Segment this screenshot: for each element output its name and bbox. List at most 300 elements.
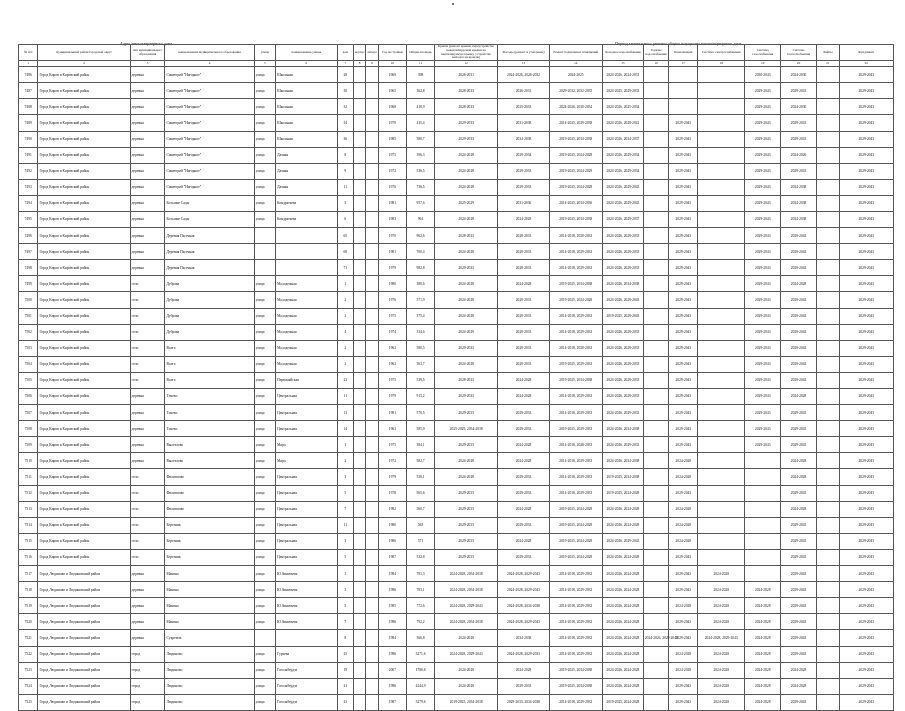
table-row [19, 340, 894, 356]
table-cell: 2019-2025, 2024-2028 [549, 292, 602, 308]
table-cell [817, 179, 840, 195]
table-cell: 2029-2043 [839, 276, 893, 292]
table-cell: 2029-2043 [669, 437, 698, 453]
table-cell: 7520 [19, 614, 38, 630]
table-cell: 19 [337, 662, 353, 678]
table-cell: 2014-2018, 2028-2033 [549, 228, 602, 244]
table-cell: 2029-2033 [498, 244, 549, 260]
table-cell: 3 [337, 308, 353, 324]
table-cell: 2029-2043 [669, 421, 698, 437]
table-cell [366, 694, 378, 710]
table-cell: 7498 [19, 260, 38, 276]
table-cell: 7509 [19, 437, 38, 453]
table-cell: 2 [337, 340, 353, 356]
table-cell: Молодежная [276, 340, 337, 356]
column-header: Система газоснабжения [745, 45, 781, 61]
column-header: Система электроснабжения [698, 45, 745, 61]
table-cell: Манино [165, 566, 254, 582]
column-number: 3 [130, 61, 165, 67]
table-cell: Город Людиново и Людиновский район [38, 662, 130, 678]
table-cell: Город Киров и Кировский район [38, 549, 130, 565]
table-cell: улица [254, 276, 276, 292]
table-cell: 14 [337, 421, 353, 437]
table-cell: 2029-2043 [839, 308, 893, 324]
table-cell: город [130, 662, 165, 678]
table-cell: Город Людиново и Людиновский район [38, 678, 130, 694]
table-row [19, 646, 894, 662]
table-cell [276, 244, 337, 260]
column-number: 18 [698, 61, 745, 67]
table-cell [817, 195, 840, 211]
table-cell [366, 517, 378, 533]
table-cell [817, 324, 840, 340]
table-cell: 961 [407, 211, 435, 227]
table-cell: 2024-2026, 2024-2028 [602, 582, 643, 598]
table-cell: 2029-2043 [745, 163, 781, 179]
table-row [19, 211, 894, 227]
table-cell: 2029-2043 [839, 630, 893, 646]
table-cell: 2029-2043 [781, 566, 817, 582]
table-cell: улица [254, 372, 276, 388]
table-cell: Город Людиново и Людиновский район [38, 582, 130, 598]
table-cell [366, 389, 378, 405]
table-cell: 2029-2043 [745, 147, 781, 163]
table-cell: Город Киров и Кировский район [38, 421, 130, 437]
table-row [19, 678, 894, 694]
table-cell [353, 276, 365, 292]
table-row [19, 533, 894, 549]
table-cell [353, 453, 365, 469]
table-cell: 7487 [19, 83, 38, 99]
table-cell [643, 179, 669, 195]
table-cell: улица [254, 99, 276, 115]
table-cell: 2029-2043 [839, 405, 893, 421]
table-cell: 2014-2018, 2029-2033 [549, 646, 602, 662]
table-cell: Город Киров и Кировский район [38, 437, 130, 453]
table-cell [643, 276, 669, 292]
table-cell [366, 582, 378, 598]
table-cell: 2 [337, 292, 353, 308]
table-cell [817, 147, 840, 163]
table-cell: 2024-2026, 2034-2038 [602, 421, 643, 437]
table-cell: 2029-2043 [669, 276, 698, 292]
table-row [19, 662, 894, 678]
table-cell: 2024-2028 [434, 211, 498, 227]
table-row [19, 598, 894, 614]
table-cell: 2024-2028, 2034-2038 [434, 566, 498, 582]
table-cell: Вылезлово [165, 453, 254, 469]
table-cell: 2029-2043 [745, 195, 781, 211]
table-row [19, 195, 894, 211]
table-cell [643, 211, 669, 227]
table-cell [366, 678, 378, 694]
table-cell: 4244,9 [407, 678, 435, 694]
table-cell: 2024-2026, 2029-2043 [602, 292, 643, 308]
table-cell: 2014-2018, 2029-2033 [549, 260, 602, 276]
table-cell: деревня [130, 163, 165, 179]
table-cell: Манино [165, 614, 254, 630]
table-cell [366, 99, 378, 115]
column-header: улица [254, 45, 276, 61]
table-cell: 5 [337, 195, 353, 211]
table-cell: 2029-2043 [669, 292, 698, 308]
table-cell [366, 501, 378, 517]
table-cell: 2024-2028 [698, 566, 745, 582]
table-cell: 1987 [378, 694, 407, 710]
table-cell [817, 437, 840, 453]
table-cell [366, 566, 378, 582]
table-cell: 7500 [19, 292, 38, 308]
table-cell: 781,3 [407, 566, 435, 582]
table-cell: 2024-2028 [698, 646, 745, 662]
table-cell [817, 517, 840, 533]
table-cell: 2030-2043 [745, 67, 781, 83]
table-cell: улица [254, 678, 276, 694]
column-number: 20 [781, 61, 817, 67]
table-row [19, 163, 894, 179]
table-cell: Город Людиново и Людиновский район [38, 598, 130, 614]
table-cell: Центральная [276, 469, 337, 485]
table-row [19, 115, 894, 131]
column-number: 15 [602, 61, 643, 67]
table-cell: Город Киров и Кировский район [38, 276, 130, 292]
table-cell: Гогольбердзе [276, 678, 337, 694]
table-cell [353, 228, 365, 244]
table-cell: Волга [165, 372, 254, 388]
table-cell: 7510 [19, 453, 38, 469]
table-cell: 563,7 [407, 356, 435, 372]
table-cell: село [130, 324, 165, 340]
table-cell: 2024-2029 [434, 324, 498, 340]
table-cell: Санаторий "Нагорное" [165, 179, 254, 195]
table-cell: 1981 [378, 405, 407, 421]
table-cell: 2019-2025, 2034-2038 [549, 211, 602, 227]
table-cell: 7515 [19, 533, 38, 549]
table-cell [817, 276, 840, 292]
table-cell: 2024-2026, 2025-2034 [602, 99, 643, 115]
table-cell: 6 [337, 211, 353, 227]
table-cell: Большие Сады [165, 195, 254, 211]
table-cell: Город Людиново и Людиновский район [38, 646, 130, 662]
table-cell: 2024-2028 [781, 453, 817, 469]
table-cell: 2024-2028 [745, 678, 781, 694]
table-cell: 1984 [378, 566, 407, 582]
table-cell: 2024-2028 [498, 437, 549, 453]
table-cell [366, 211, 378, 227]
table-cell: 2029-2043 [781, 630, 817, 646]
table-cell: Центральная [276, 405, 337, 421]
table-cell: 2014-2018, 2029-2033 [549, 614, 602, 630]
table-cell [698, 469, 745, 485]
table-cell: Дубрава [165, 308, 254, 324]
table-cell: 2029-2043 [839, 115, 893, 131]
table-cell [643, 372, 669, 388]
table-cell: деревня [130, 147, 165, 163]
table-cell [366, 179, 378, 195]
table-cell: Город Киров и Кировский район [38, 115, 130, 131]
table-cell [254, 260, 276, 276]
table-cell: 2014-2018, 2029-2033 [549, 598, 602, 614]
table-cell: улица [254, 421, 276, 437]
column-header: Общая площадь [407, 45, 435, 61]
table-cell: Ю.Зиновьева [276, 582, 337, 598]
table-cell [817, 405, 840, 421]
table-cell: Молодежная [276, 276, 337, 292]
table-cell: 2026-2031 [498, 83, 549, 99]
table-cell: 7523 [19, 662, 38, 678]
table-cell: 792,2 [407, 614, 435, 630]
table-cell [698, 421, 745, 437]
table-cell: 2029-2043 [669, 582, 698, 598]
table-cell: 7486 [19, 67, 38, 83]
table-cell: 34 [337, 115, 353, 131]
table-cell: улица [254, 598, 276, 614]
table-cell [353, 211, 365, 227]
table-cell: Тичево [165, 421, 254, 437]
table-cell [817, 244, 840, 260]
table-cell: 2024-2026, 2024-2028 [602, 614, 643, 630]
table-cell: 2024-2028, 2029-2043 [498, 566, 549, 582]
table-row [19, 244, 894, 260]
table-cell: 2024-2026, 2034-2038 [602, 276, 643, 292]
table-cell [353, 115, 365, 131]
table-cell: 2019-2025, 2024-2028 [549, 179, 602, 195]
table-cell: 8 [337, 630, 353, 646]
table-cell: 2026-2031 [434, 67, 498, 83]
table-cell: 2024-2028 [434, 678, 498, 694]
table-cell: 2029-2043 [781, 292, 817, 308]
table-cell: 566,8 [407, 630, 435, 646]
table-cell: Санаторий "Нагорное" [165, 67, 254, 83]
table-cell: 2014-2025, 2034-2036 [549, 195, 602, 211]
table-cell: 5 [337, 485, 353, 501]
table-cell: 2029-2043 [669, 147, 698, 163]
table-cell [698, 211, 745, 227]
table-cell: 2029-2043 [839, 99, 893, 115]
column-header: Горячее водоснабжение [643, 45, 669, 61]
table-cell: 2034-2038 [781, 179, 817, 195]
table-cell: 2029-2043 [839, 501, 893, 517]
table-cell [817, 372, 840, 388]
table-cell: 2029-2043 [839, 598, 893, 614]
table-cell: 2029-2043 [781, 614, 817, 630]
table-cell [353, 389, 365, 405]
table-cell: 3271,6 [407, 646, 435, 662]
table-cell: 2029-2043 [745, 211, 781, 227]
table-cell: 2028-2033 [434, 228, 498, 244]
table-cell: 2029-2043 [669, 356, 698, 372]
table-cell: 7 [337, 501, 353, 517]
table-cell [698, 115, 745, 131]
table-cell: 2024-2028 [434, 163, 498, 179]
table-cell: 2024-2030 [781, 99, 817, 115]
table-cell: 23 [337, 694, 353, 710]
table-cell: улица [254, 614, 276, 630]
table-cell: 2029-2043 [839, 292, 893, 308]
table-cell [643, 598, 669, 614]
table-cell [366, 292, 378, 308]
table-cell: 7513 [19, 501, 38, 517]
table-cell [366, 646, 378, 662]
table-row [19, 99, 894, 115]
table-cell: 2025-2033 [498, 99, 549, 115]
table-cell: 1965 [378, 83, 407, 99]
table-cell: 2014-2025, 2029-2038 [549, 115, 602, 131]
table-cell: 2029-2033 [434, 437, 498, 453]
table-cell: улица [254, 453, 276, 469]
table-cell: 7512 [19, 485, 38, 501]
table-cell: 7511 [19, 469, 38, 485]
table-cell [643, 469, 669, 485]
column-number: 21 [817, 61, 840, 67]
table-cell: 7518 [19, 582, 38, 598]
table-cell [643, 115, 669, 131]
table-row [19, 630, 894, 646]
table-cell: 7506 [19, 389, 38, 405]
table-cell: Город Киров и Кировский район [38, 211, 130, 227]
table-cell: 2029-2033 [434, 485, 498, 501]
table-cell: 2014-2018, 2028-2033 [549, 340, 602, 356]
table-cell [817, 260, 840, 276]
table-cell: 2024-2026, 2029-2043 [602, 179, 643, 195]
table-cell: 2024-2025, 2029-2033 [602, 83, 643, 99]
table-cell: деревня [130, 195, 165, 211]
table-cell: 2029-2043 [745, 292, 781, 308]
table-cell [817, 469, 840, 485]
table-cell: 2024-2028 [745, 582, 781, 598]
table-cell: 2024-2028 [434, 662, 498, 678]
table-cell: 2024-2026, 2029-2043 [602, 533, 643, 549]
table-cell: 1786,8 [407, 662, 435, 678]
table-cell [698, 131, 745, 147]
table-cell [745, 469, 781, 485]
table-cell [366, 485, 378, 501]
table-cell: 2014-2018, 2029-2033 [549, 485, 602, 501]
table-cell [643, 614, 669, 630]
column-header: дом [337, 45, 353, 61]
table-cell: 2029-2032, 2032-2035 [549, 83, 602, 99]
table-cell [353, 549, 365, 565]
table-cell: 2029-2043 [839, 340, 893, 356]
table-cell [643, 99, 669, 115]
table-cell: Центральная [276, 501, 337, 517]
table-cell: 334,6 [407, 324, 435, 340]
table-cell [276, 630, 337, 646]
table-cell: 2029-2033 [498, 469, 549, 485]
table-cell: улица [254, 308, 276, 324]
table-cell: 2024-2028 [434, 276, 498, 292]
table-cell [353, 83, 365, 99]
table-cell: 2029-2043 [745, 324, 781, 340]
table-cell [353, 485, 365, 501]
table-cell [698, 292, 745, 308]
table-cell: 71 [337, 260, 353, 276]
table-cell: 7490 [19, 131, 38, 147]
column-header: литера [366, 45, 378, 61]
table-cell: 215,4 [407, 115, 435, 131]
table-cell: 2024-2028 [434, 292, 498, 308]
table-cell: 2024-2028 [781, 469, 817, 485]
table-cell: село [130, 485, 165, 501]
table-cell: Большие Сады [165, 211, 254, 227]
table-cell: 2019-2025, 2034-2038 [549, 276, 602, 292]
table-cell: 2029-2033 [498, 163, 549, 179]
table-row [19, 372, 894, 388]
table-cell: 2024-2028, 2029-2033 [498, 646, 549, 662]
table-cell: деревня [130, 389, 165, 405]
table-cell: 2014-2018, 2029-2033 [549, 389, 602, 405]
table-row [19, 453, 894, 469]
table-cell: Кондратьева [276, 211, 337, 227]
table-cell: 2029-2043 [745, 340, 781, 356]
table-cell: 2024-2028 [698, 694, 745, 710]
table-cell: улица [254, 694, 276, 710]
table-cell: Молодежная [276, 292, 337, 308]
table-cell: Санаторий "Нагорное" [165, 99, 254, 115]
column-header: Крыша (ремонт крыши, переустройство невентилируемой крыши на вентилируемую крышу, устройство выходов на кровлю) [434, 45, 498, 61]
table-cell: улица [254, 340, 276, 356]
table-cell: 2028-2033 [498, 260, 549, 276]
table-cell [643, 646, 669, 662]
column-number: 5 [254, 61, 276, 67]
table-cell [698, 356, 745, 372]
table-cell: 1986 [378, 646, 407, 662]
table-cell: 2029-2043 [781, 517, 817, 533]
table-cell: 2019-2025, 2024-2028 [549, 549, 602, 565]
table-cell: 2029-2043 [781, 437, 817, 453]
table-cell: 2029-2043 [839, 260, 893, 276]
table-cell [817, 453, 840, 469]
table-cell: деревня [130, 260, 165, 276]
table-cell: 2024-2028 [781, 389, 817, 405]
table-cell: 28 [337, 67, 353, 83]
column-header: наименование улицы [276, 45, 337, 61]
table-cell: 2024-2028 [434, 630, 498, 646]
table-cell [366, 437, 378, 453]
table-cell [353, 340, 365, 356]
table-cell: 7495 [19, 211, 38, 227]
table-cell: Волга [165, 356, 254, 372]
table-cell: 2029-2043 [669, 195, 698, 211]
table-cell: 2029-2043 [839, 453, 893, 469]
table-cell [817, 694, 840, 710]
table-cell: Центральная [276, 421, 337, 437]
table-cell: село [130, 292, 165, 308]
table-cell [643, 501, 669, 517]
table-cell: 2024-2026, 2026-2032 [498, 67, 549, 83]
table-cell [698, 324, 745, 340]
table-cell: улица [254, 485, 276, 501]
table-cell: улица [254, 646, 276, 662]
table-cell [698, 340, 745, 356]
table-cell: 2024-2026, 2029-2033 [602, 244, 643, 260]
table-cell: Город Киров и Кировский район [38, 228, 130, 244]
table-cell: Людиново [165, 662, 254, 678]
table-cell: 2024-2028 [698, 662, 745, 678]
table-cell: 2019-2025, 2034-2038 [549, 131, 602, 147]
table-cell: Город Киров и Кировский район [38, 356, 130, 372]
table-cell: деревня [130, 179, 165, 195]
table-cell: 2024-2028 [698, 614, 745, 630]
table-cell: 2029-2033 [434, 405, 498, 421]
column-number: 4 [165, 61, 254, 67]
table-cell [366, 614, 378, 630]
table-cell: 532,8 [407, 549, 435, 565]
column-header: № п/п [19, 45, 38, 61]
table-cell [353, 131, 365, 147]
table-cell [643, 485, 669, 501]
table-cell [353, 179, 365, 195]
